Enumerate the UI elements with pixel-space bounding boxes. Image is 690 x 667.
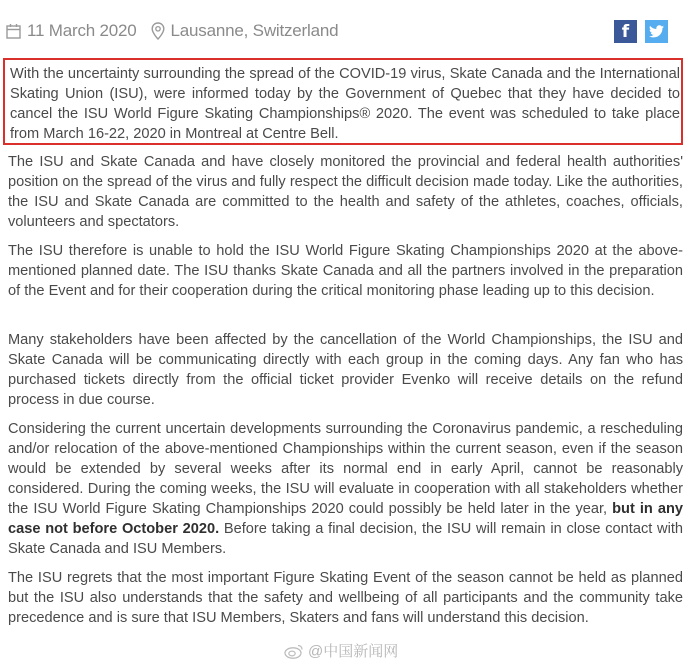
paragraph-4: Many stakeholders have been affected by the cancellation of the World Championships, the ISU and Skate Canada will be communicating directly with each group in the coming days. Any fan who has purchased tickets directly from the official ticket provider Evenko will receive details on the refund process in due course.	[8, 332, 683, 408]
social-share	[614, 20, 668, 43]
paragraph-5-tail: Before taking a final decision, the ISU will remain in close contact with Skate Canada and ISU Members.	[8, 521, 683, 557]
article-location: Lausanne, Switzerland	[170, 21, 339, 40]
paragraph-5-bold: but in any case not before October 2020.	[8, 501, 683, 537]
paragraph-1: With the uncertainty surrounding the spread of the COVID-19 virus, Skate Canada and the International Skating Union (ISU), were informed today by the Government of Quebec that they have decided to cancel the ISU World Figure Skating Championships® 2020. The event was scheduled to take place from March 16-22, 2020 in Montreal at Centre Bell.	[10, 66, 680, 142]
article-date: 11 March 2020	[27, 21, 137, 40]
paragraph-6: The ISU regrets that the most important Figure Skating Event of the season cannot be held as planned but the ISU also understands that the safety and wellbeing of all participants and the community take precedence and is sure that ISU Members, Skaters and fans will understand this decision.	[8, 570, 683, 626]
facebook-share-button[interactable]: f	[614, 20, 637, 43]
twitter-icon	[649, 25, 664, 38]
paragraph-5-text: Considering the current uncertain developments surrounding the Coronavirus pandemic, a rescheduling and/or relocation of the above-mentioned Championships within the current season, even if the season would be extended by several weeks after its normal end in early April, cannot be reasonably considered. During the coming weeks, the ISU will evaluate in cooperation with all stakeholders whether the ISU World Figure Skating Championships 2020 could possibly be held later in the year,	[8, 421, 683, 517]
paragraph-2: The ISU and Skate Canada and have closely monitored the provincial and federal health authorities' position on the spread of the virus and fully respect the difficult decision made today. Like the authorities, the ISU and Skate Canada are committed to the health and safety of the athletes, coaches, officials, volunteers and spectators.	[8, 154, 683, 230]
paragraph-3: The ISU therefore is unable to hold the ISU World Figure Skating Championships 2020 at the above-mentioned planned date. The ISU thanks Skate Canada and all the partners involved in the preparation of the Event and for their cooperation during the critical monitoring phase leading up to this decision.	[8, 243, 683, 299]
map-pin-icon	[151, 22, 165, 40]
watermark-text: @中国新闻网	[308, 643, 399, 660]
calendar-icon	[6, 23, 21, 39]
paragraph-5	[8, 419, 683, 559]
weibo-icon	[284, 643, 304, 659]
watermark	[284, 640, 398, 661]
article-meta	[6, 18, 338, 44]
twitter-share-button[interactable]	[645, 20, 668, 43]
